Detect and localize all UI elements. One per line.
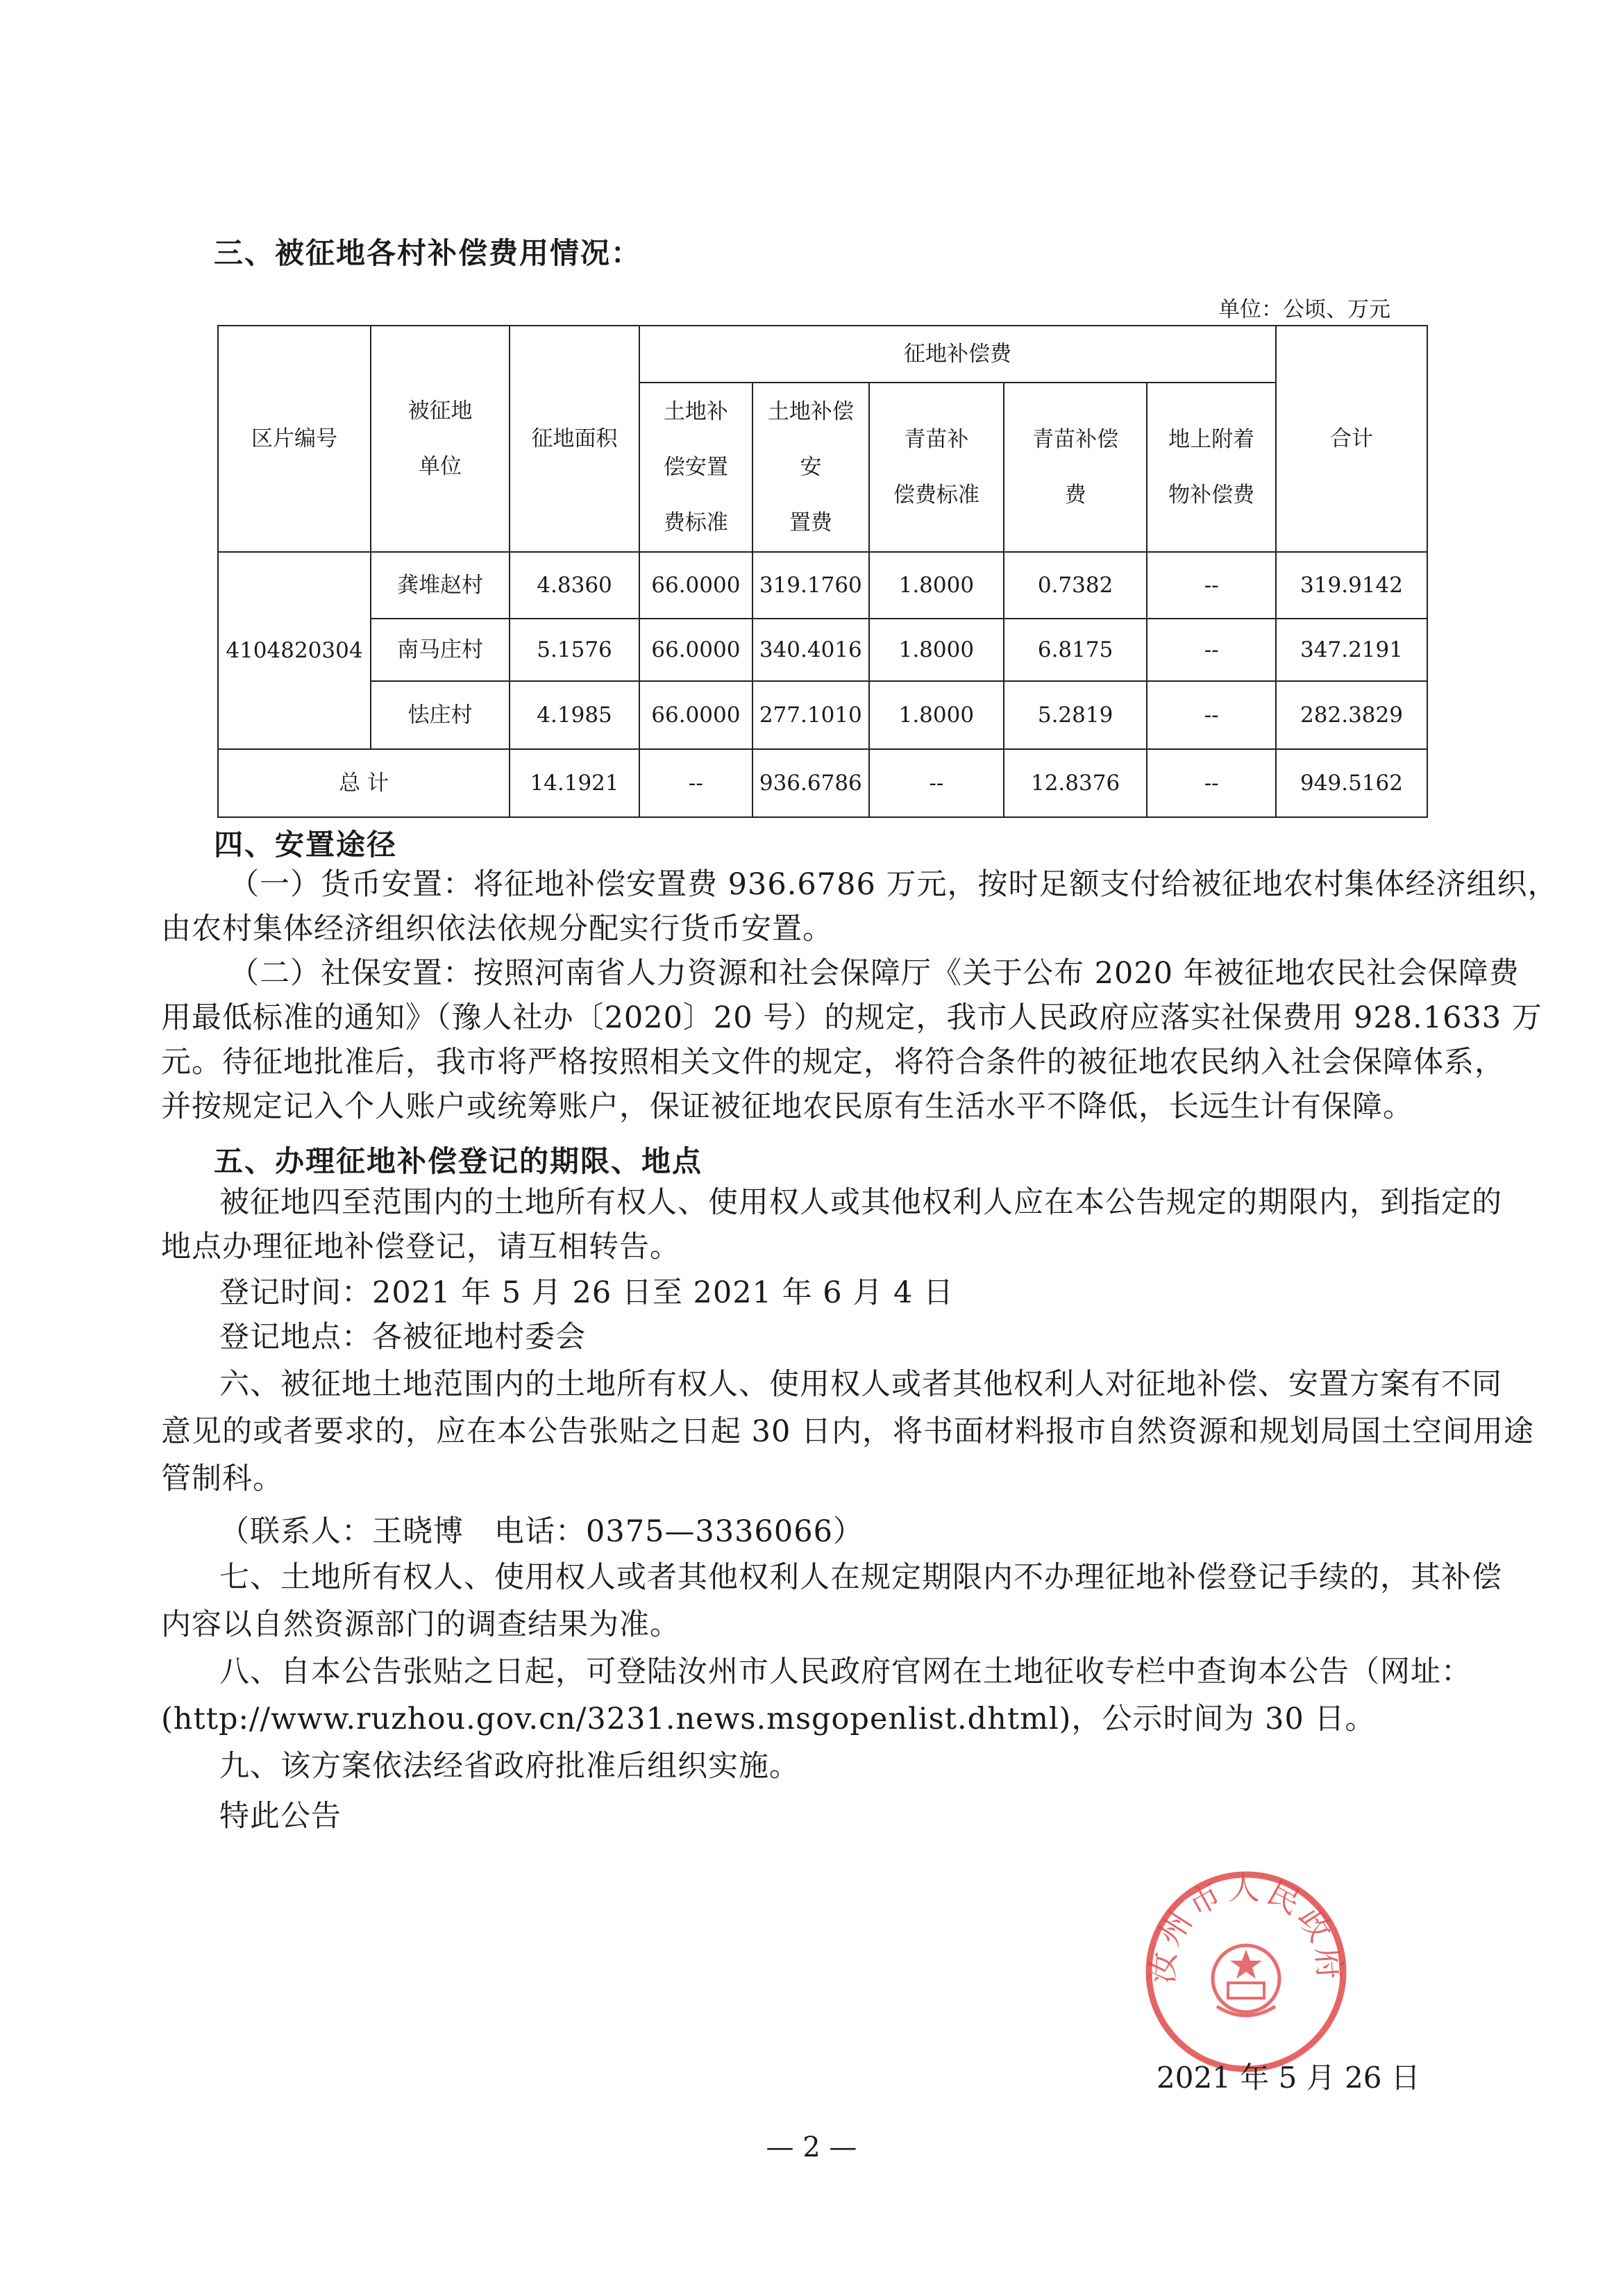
sum-area: 14.1921: [510, 749, 639, 817]
header-land-standard-line1: 土地补: [663, 399, 728, 424]
total-cell: 282.3829: [1276, 681, 1427, 749]
header-crop-fee-line2: 费: [1064, 483, 1086, 508]
sum-crop-standard: --: [869, 749, 1004, 817]
land-standard-cell: 66.0000: [639, 552, 752, 619]
total-cell: 319.9142: [1276, 552, 1427, 619]
section-4-p1-line2: 由农村集体经济组织依法依规分配实行货币安置。: [161, 912, 833, 946]
section-5-heading: 五、办理征地补偿登记的期限、地点: [214, 1144, 703, 1178]
closing-text: 特此公告: [219, 1799, 342, 1834]
crop-fee-cell: 5.2819: [1004, 681, 1147, 749]
header-crop-fee-line1: 青苗补偿: [1032, 427, 1119, 452]
land-fee-cell: 319.1760: [752, 552, 869, 619]
header-land-standard-line2: 偿安置: [663, 455, 728, 480]
crop-fee-cell: 0.7382: [1004, 552, 1147, 619]
header-village-line1: 被征地: [407, 399, 473, 424]
registration-time: 登记时间：2021 年 5 月 26 日至 2021 年 6 月 4 日: [219, 1275, 955, 1310]
section-4-heading: 四、安置途径: [214, 828, 398, 862]
crop-standard-cell: 1.8000: [869, 681, 1004, 749]
section-7-line2: 内容以自然资源部门的调查结果为准。: [161, 1607, 680, 1642]
header-crop-standard-line2: 偿费标准: [893, 483, 979, 508]
section-5-p1-line2: 地点办理征地补偿登记，请互相转告。: [161, 1230, 680, 1264]
sum-attachment: --: [1147, 749, 1276, 817]
header-land-standard-line3: 费标准: [663, 510, 728, 535]
section-3-heading: 三、被征地各村补偿费用情况：: [214, 236, 642, 270]
sum-label: 总 计: [218, 749, 510, 817]
land-standard-cell: 66.0000: [639, 681, 752, 749]
header-attachment: [1147, 383, 1276, 552]
header-attachment-line2: 物补偿费: [1168, 483, 1255, 508]
header-land-fee-line2: 置费: [789, 510, 832, 535]
zone-code-cell: 4104820304: [218, 552, 371, 749]
area-cell: 5.1576: [510, 619, 639, 681]
village-cell: 怯庄村: [371, 681, 510, 749]
section-4-p2-line4: 并按规定记入个人账户或统筹账户，保证被征地农民原有生活水平不降低，长远生计有保障。: [161, 1089, 1413, 1124]
section-4-p2-line3: 元。待征地批准后，我市将严格按照相关文件的规定，将符合条件的被征地农民纳入社会保障体系，: [161, 1045, 1505, 1080]
attachment-cell: --: [1147, 619, 1276, 681]
table-row: [218, 619, 1427, 681]
section-6-line3: 管制科。: [161, 1461, 283, 1496]
section-9: 九、该方案依法经省政府批准后组织实施。: [219, 1749, 800, 1784]
section-8-line1: 八、自本公告张贴之日起，可登陆汝州市人民政府官网在土地征收专栏中查询本公告（网址：: [219, 1654, 1472, 1689]
unit-label: 单位：公顷、万元: [1218, 297, 1390, 322]
page-number: — 2 —: [766, 2131, 857, 2163]
header-land-fee: [752, 383, 869, 552]
header-compensation-group: 征地补偿费: [639, 326, 1276, 383]
total-cell: 347.2191: [1276, 619, 1427, 681]
header-crop-standard: [869, 383, 1004, 552]
attachment-cell: --: [1147, 552, 1276, 619]
table-total-row: [218, 749, 1427, 817]
header-village-line2: 单位: [419, 454, 462, 479]
section-7-line1: 七、土地所有权人、使用权人或者其他权利人在规定期限内不办理征地补偿登记手续的，其补偿: [219, 1560, 1502, 1595]
seal-text: 汝州市人民政府: [1143, 1869, 1349, 1985]
header-area: 征地面积: [510, 326, 639, 552]
header-attachment-line1: 地上附着: [1168, 427, 1255, 452]
section-4-p1-line1: （一）货币安置：将征地补偿安置费 936.6786 万元，按时足额支付给被征地农村集体经济组织，: [229, 867, 1558, 902]
section-6-line1: 六、被征地土地范围内的土地所有权人、使用权人或者其他权利人对征地补偿、安置方案有不同: [219, 1367, 1502, 1402]
sum-land-fee: 936.6786: [752, 749, 869, 817]
compensation-table: [217, 325, 1428, 818]
section-4-p2-line2: 用最低标准的通知》（豫人社办〔2020〕20 号）的规定，我市人民政府应落实社保费用 928.1633 万: [161, 1000, 1542, 1035]
section-6-line2: 意见的或者要求的，应在本公告张贴之日起 30 日内，将书面材料报市自然资源和规划局国土空间用途: [161, 1414, 1535, 1449]
header-village: [371, 326, 510, 552]
crop-standard-cell: 1.8000: [869, 619, 1004, 681]
header-land-fee-line1: 土地补偿安: [767, 399, 854, 480]
sum-crop-fee: 12.8376: [1004, 749, 1147, 817]
header-crop-fee: [1004, 383, 1147, 552]
section-8-line2: (http://www.ruzhou.gov.cn/3231.news.msgopenlist.dhtml)，公示时间为 30 日。: [161, 1702, 1376, 1736]
attachment-cell: --: [1147, 681, 1276, 749]
section-5-p1-line1: 被征地四至范围内的土地所有权人、使用权人或其他权利人应在本公告规定的期限内，到指定的: [219, 1185, 1502, 1220]
table-row: [218, 552, 1427, 619]
crop-fee-cell: 6.8175: [1004, 619, 1147, 681]
contact-info: （联系人：王晓博 电话：0375—3336066）: [219, 1514, 864, 1549]
land-fee-cell: 277.1010: [752, 681, 869, 749]
area-cell: 4.8360: [510, 552, 639, 619]
sum-land-standard: --: [639, 749, 752, 817]
document-date: 2021 年 5 月 26 日: [1157, 2061, 1420, 2095]
header-crop-standard-line1: 青苗补: [904, 427, 969, 452]
header-land-standard: [639, 383, 752, 552]
area-cell: 4.1985: [510, 681, 639, 749]
land-standard-cell: 66.0000: [639, 619, 752, 681]
section-4-p2-line1: （二）社保安置：按照河南省人力资源和社会保障厅《关于公布 2020 年被征地农民社会保障费: [229, 956, 1520, 991]
official-seal-icon: [1142, 1868, 1350, 2076]
header-zone-code: 区片编号: [218, 326, 371, 552]
sum-total: 949.5162: [1276, 749, 1427, 817]
table-row: [218, 681, 1427, 749]
land-fee-cell: 340.4016: [752, 619, 869, 681]
registration-place: 登记地点：各被征地村委会: [219, 1320, 586, 1355]
crop-standard-cell: 1.8000: [869, 552, 1004, 619]
village-cell: 龚堆赵村: [371, 552, 510, 619]
village-cell: 南马庄村: [371, 619, 510, 681]
header-total: 合计: [1276, 326, 1427, 552]
